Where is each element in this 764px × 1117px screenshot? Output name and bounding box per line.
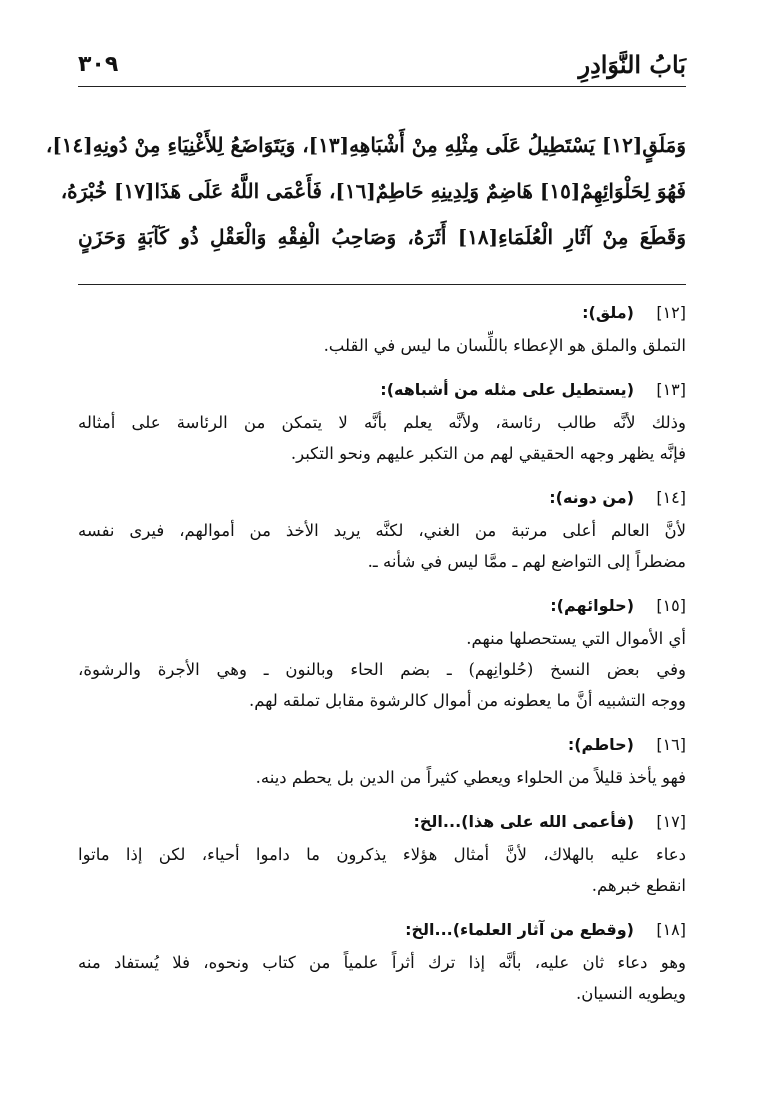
footnote-line: فهو يأخذ قليلاً من الحلواء ويعطي كثيراً من الدين بل يحطم دينه. bbox=[255, 768, 686, 787]
footnote-number: [١٨] bbox=[656, 920, 686, 939]
main-text bbox=[45, 122, 686, 260]
footnote-line: التملق والملق هو الإعطاء باللِّسان ما ليس في القلب. bbox=[323, 336, 686, 355]
page-number: ٣٠٩ bbox=[78, 52, 119, 77]
footnote-line: ويطويه النسيان. bbox=[576, 984, 686, 1003]
footnote-12 bbox=[78, 296, 686, 361]
footnote-line: انقطع خبرهم. bbox=[591, 876, 686, 895]
footnote-body bbox=[78, 762, 686, 793]
footnote-number: [١٢] bbox=[656, 303, 686, 322]
footnote-13 bbox=[78, 373, 686, 469]
footnote-number: [١٣] bbox=[656, 380, 686, 399]
footnote-title: (يستطيل على مثله من أشباهه): bbox=[380, 380, 634, 399]
footnote-body bbox=[78, 623, 686, 716]
footnote-line: وفي بعض النسخ (حُلوانِهم) ـ بضم الحاء وبالنون ـ وهي الأجرة والرشوة، bbox=[78, 660, 686, 679]
footnote-body bbox=[78, 515, 686, 577]
footnote-title: (من دونه): bbox=[549, 488, 634, 507]
footnote-number: [١٤] bbox=[656, 488, 686, 507]
running-title: بَابُ النَّوَادِرِ bbox=[578, 50, 686, 79]
footnote-body bbox=[78, 839, 686, 901]
footnote-number: [١٥] bbox=[656, 596, 686, 615]
footnote-body bbox=[78, 947, 686, 1009]
footnote-14 bbox=[78, 481, 686, 577]
footnote-line: وهو دعاء ثان عليه، بأنَّه إذا ترك أثراً علمياً من كتاب ونحوه، فلا يُستفاد منه bbox=[78, 953, 686, 972]
footnote-title: (حلوائهم): bbox=[550, 596, 634, 615]
main-text-line: فَهُوَ لِحَلْوَائِهِمْ[١٥] هَاضِمٌ وَلِدِينِهِ حَاطِمٌ[١٦]، فَأَعْمَى اللَّهُ عَلَى هَذَا[١٧] خُبْرَهُ، bbox=[60, 179, 686, 203]
footnote-title: (وقطع من آثار العلماء)...الخ: bbox=[405, 920, 634, 939]
main-text-line: وَقَطَعَ مِنْ آثَارِ الْعُلَمَاءِ[١٨] أَثَرَهُ، وَصَاحِبُ الْفِقْهِ وَالْعَقْلِ ذُو كَآبَةٍ وَحَزَنٍ bbox=[78, 225, 686, 249]
footnote-17 bbox=[78, 805, 686, 901]
footnote-line: أي الأموال التي يستحصلها منهم. bbox=[466, 629, 686, 648]
main-text-line: وَمَلَقٍ[١٢] يَسْتَطِيلُ عَلَى مِثْلِهِ مِنْ أَشْبَاهِهِ[١٣]، وَيَتَوَاضَعُ لِلأَغْنِيَاءِ مِنْ دُونِهِ[١٤]، bbox=[45, 133, 686, 157]
footnote-line: وذلك لأنَّه طالب رئاسة، ولأنَّه يعلم بأنَّه لا يتمكن من الرئاسة على أمثاله bbox=[78, 413, 686, 432]
page-header bbox=[78, 48, 686, 84]
footnote-line: دعاء عليه بالهلاك، لأنَّ أمثال هؤلاء يذكرون ما داموا أحياء، لكن إذا ماتوا bbox=[78, 845, 686, 864]
footnote-15 bbox=[78, 589, 686, 716]
footnote-number: [١٧] bbox=[656, 812, 686, 831]
footnote-line: مضطراً إلى التواضع لهم ـ ممَّا ليس في شأنه ـ. bbox=[367, 552, 686, 571]
footnote-separator bbox=[78, 284, 686, 285]
footnote-number: [١٦] bbox=[656, 735, 686, 754]
footnote-title: (فأعمى الله على هذا)...الخ: bbox=[413, 812, 634, 831]
footnote-title: (ملق): bbox=[582, 303, 634, 322]
footnote-16 bbox=[78, 728, 686, 793]
footnote-line: فإنَّه يظهر وجهه الحقيقي لهم من التكبر عليهم ونحو التكبر. bbox=[290, 444, 686, 463]
footnote-body bbox=[78, 407, 686, 469]
footnote-title: (حاطم): bbox=[567, 735, 634, 754]
footnote-line: لأنَّ العالم أعلى مرتبة من الغني، لكنَّه يريد الأخذ من أموالهم، فيرى نفسه bbox=[78, 521, 686, 540]
footnote-body bbox=[78, 330, 686, 361]
footnotes bbox=[78, 296, 686, 1021]
footnote-18 bbox=[78, 913, 686, 1009]
header-rule bbox=[78, 86, 686, 87]
footnote-line: ووجه التشبيه أنَّ ما يعطونه من أموال كالرشوة مقابل تملقه لهم. bbox=[248, 691, 686, 710]
